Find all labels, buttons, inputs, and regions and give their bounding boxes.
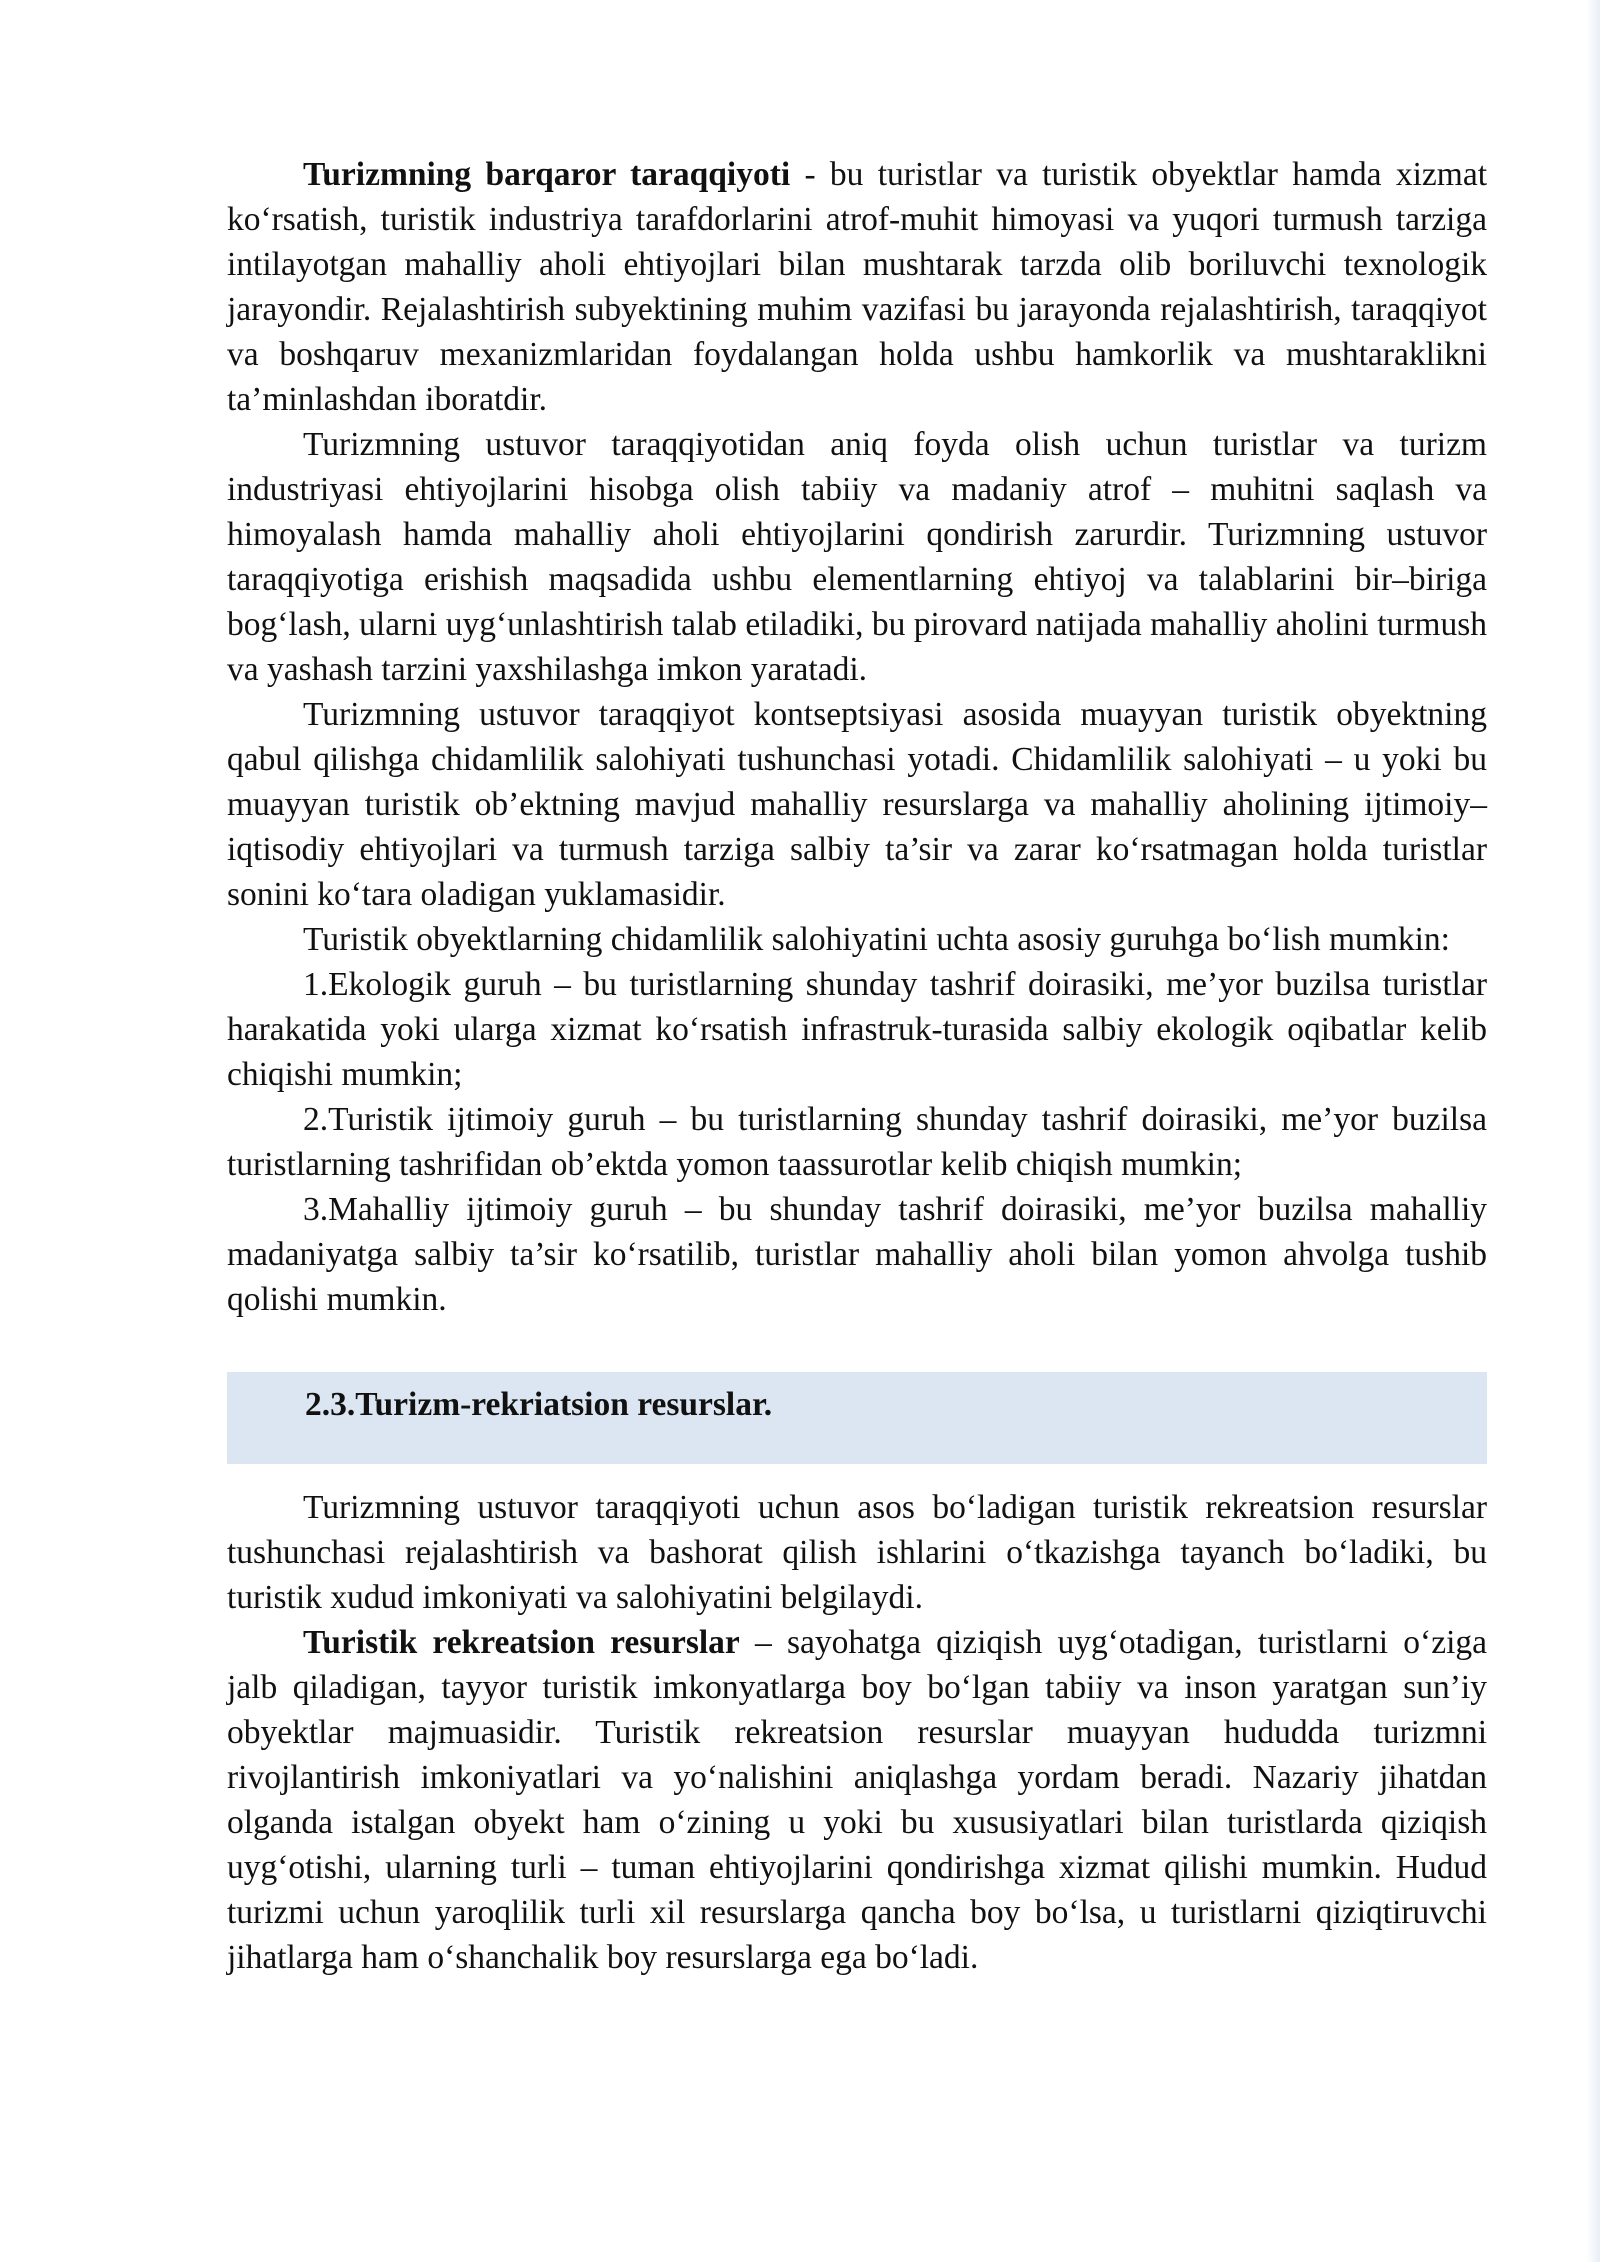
paragraph-text: Turizmning ustuvor taraqqiyotidan aniq foyda olish uchun turistlar va turizm industriyasi ehtiyojlarini hisobga olish tabiiy va madaniy atrof – muhitni saqlash va himoyalash hamda mahalliy aholi ehtiyojlarini qondirish zarurdir. Turizmning ustuvor taraqqiyotiga erishish maqsadida ushbu elementlarning ehtiyoj va talablarini bir–biriga bog‘lash, ularni uyg‘unlashtirish talab etiladiki, bu pirovard natijada mahalliy aholini turmush va yashash tarzini yaxshilashga imkon yaratadi. <box>227 426 1487 688</box>
paragraph-text: 1.Ekologik guruh – bu turistlarning shunday tashrif doirasiki, me’yor buzilsa turistlar harakatida yoki ularga xizmat ko‘rsatish infrastruk-turasida salbiy ekologik oqibatlar kelib chiqishi mumkin; <box>227 966 1487 1093</box>
section-heading-band <box>227 1372 1487 1464</box>
paragraph-text: 2.Turistik ijtimoiy guruh – bu turistlarning shunday tashrif doirasiki, me’yor buzilsa turistlarning tashrifidan ob’ektda yomon taassurotlar kelib chiqish mumkin; <box>227 1101 1487 1183</box>
bold-term: Turizmning barqaror taraqqiyoti <box>303 156 791 193</box>
paragraph-sustainable-development <box>227 152 1487 422</box>
paragraph-text: – sayohatga qiziqish uyg‘otadigan, turistlarni o‘ziga jalb qiladigan, tayyor turistik imkonyatlarga boy bo‘lgan tabiiy va inson yaratgan sun’iy obyektlar majmuasidir. Turistik rekreatsion resurslar muayyan hududda turizmni rivojlantirish imkoniyatlari va yo‘nalishini aniqlashga yordam beradi. Nazariy jihatdan olganda istalgan obyekt ham o‘zining u yoki bu xususiyatlari bilan turistlarda qiziqish uyg‘otishi, ularning turli – tuman ehtiyojlarini qondirishga xizmat qilishi mumkin. Hudud turizmi uchun yaroqlilik turli xil resurslarga qancha boy bo‘lsa, u turistlarni qiziqtiruvchi jihatlarga ham o‘shanchalik boy resurslarga ega bo‘ladi. <box>227 1624 1487 1976</box>
bold-term: Turistik rekreatsion resurslar <box>303 1624 740 1661</box>
paragraph-text: Turizmning ustuvor taraqqiyoti uchun asos bo‘ladigan turistik rekreatsion resurslar tushunchasi rejalashtirish va bashorat qilish ishlarini o‘tkazishga tayanch bo‘ladiki, bu turistik xudud imkoniyati va salohiyatini belgilaydi. <box>227 1489 1487 1616</box>
paragraph-three-groups-intro <box>227 917 1487 962</box>
document-page <box>227 152 1487 1980</box>
paragraph-text: 3.Mahalliy ijtimoiy guruh – bu shunday tashrif doirasiki, me’yor buzilsa mahalliy madaniyatga salbiy ta’sir ko‘rsatilib, turistlar mahalliy aholi bilan yomon ahvolga tushib qolishi mumkin. <box>227 1191 1487 1318</box>
paragraph-text: Turistik obyektlarning chidamlilik salohiyatini uchta asosiy guruhga bo‘lish mumkin: <box>303 921 1450 958</box>
paragraph-text: - bu turistlar va turistik obyektlar hamda xizmat ko‘rsatish, turistik industriya tarafdorlarini atrof-muhit himoyasi va yuqori turmush tarziga intilayotgan mahalliy aholi ehtiyojlari bilan mushtarak tarzda olib boriluvchi texnologik jarayondir. Rejalashtirish subyektining muhim vazifasi bu jarayonda rejalashtirish, taraqqiyot va boshqaruv mexanizmlaridan foydalangan holda ushbu hamkorlik va mushtaraklikni ta’minlashdan iboratdir. <box>227 156 1488 418</box>
list-item-ecological-group <box>227 962 1487 1097</box>
list-item-tourist-social-group <box>227 1097 1487 1187</box>
section-heading: 2.3.Turizm-rekriatsion resurslar. <box>305 1386 773 1423</box>
paragraph-recreational-resources-concept <box>227 1485 1487 1620</box>
paragraph-text: Turizmning ustuvor taraqqiyot kontseptsiyasi asosida muayyan turistik obyektning qabul qilishga chidamlilik salohiyati tushunchasi yotadi. Chidamlilik salohiyati – u yoki bu muayyan turistik ob’ektning mavjud mahalliy resurslarga va mahalliy aholining ijtimoiy–iqtisodiy ehtiyojlari va turmush tarziga salbiy ta’sir va zarar ko‘rsatmagan holda turistlar sonini ko‘tara oladigan yuklamasidir. <box>227 696 1487 913</box>
paragraph-priority-development <box>227 422 1487 692</box>
list-item-local-social-group <box>227 1187 1487 1322</box>
paragraph-carrying-capacity <box>227 692 1487 917</box>
paragraph-recreational-resources-definition <box>227 1620 1487 1980</box>
page-edge-shadow <box>1586 0 1600 2262</box>
